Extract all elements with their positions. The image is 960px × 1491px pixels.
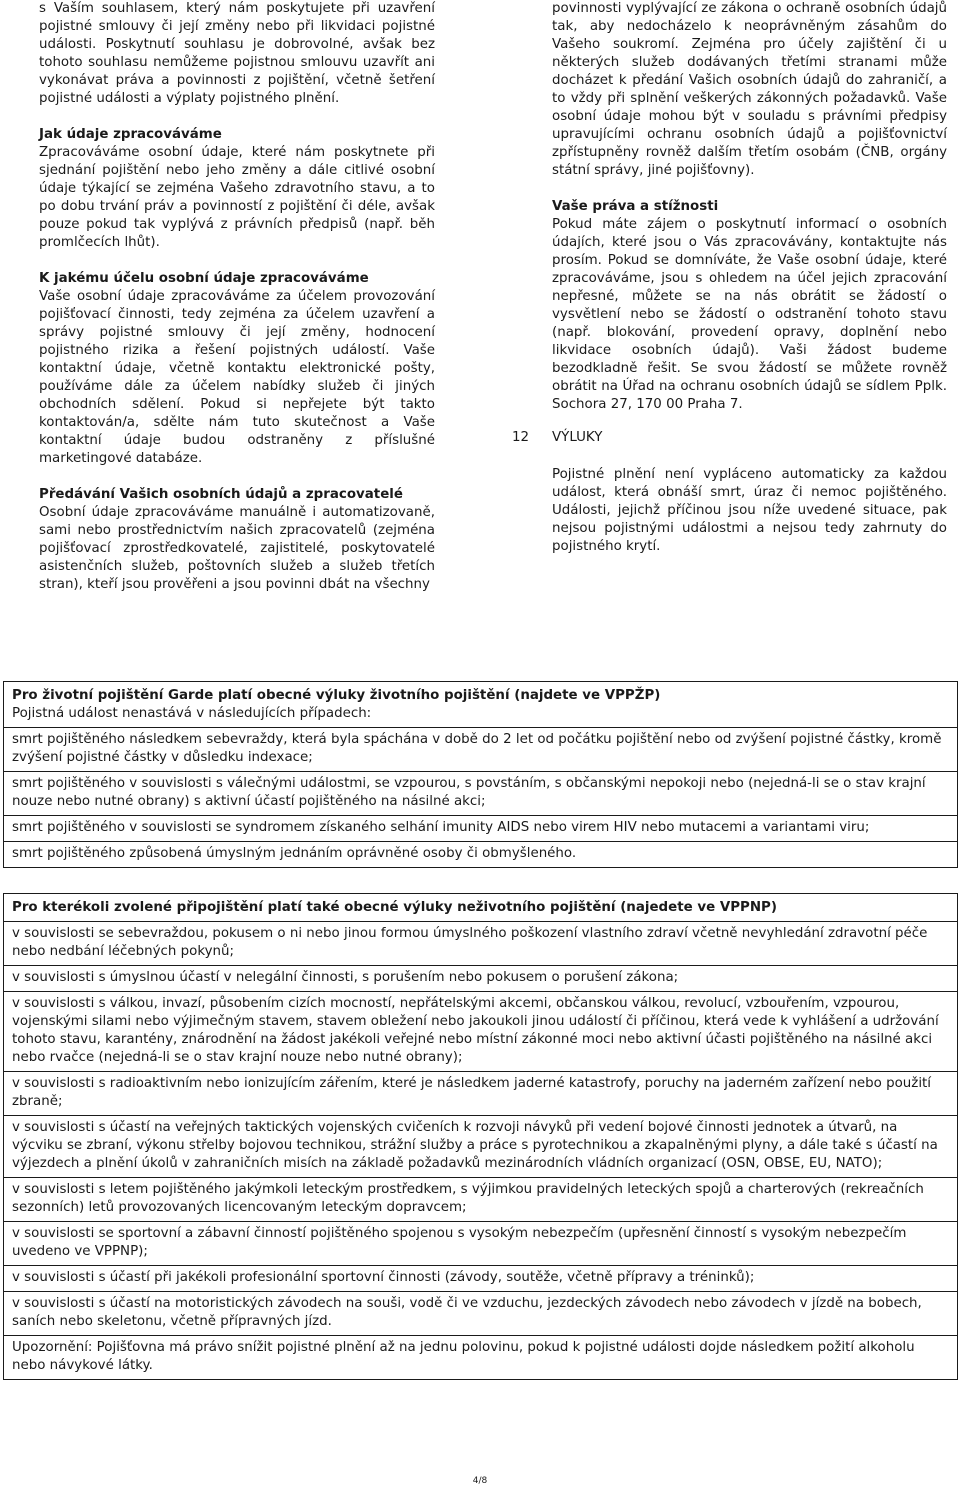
table-cell: v souvislosti s radioaktivním nebo ionizujícím zářením, které je následkem jaderné katastrofy, poruchy na jaderném zařízení nebo použití zbraně; (4, 1072, 958, 1116)
table-row (4, 1116, 958, 1178)
table-cell: v souvislosti s účastí při jakékoli profesionální sportovní činnosti (závody, soutěže, včetně přípravy a tréninků); (4, 1266, 958, 1292)
section-body: Zpracováváme osobní údaje, které nám poskytnete při sjednání pojištění nebo jeho změny a dále citlivé osobní údaje týkající se zejména Vašeho zdravotního stavu, a to po dobu trvání práv a povinností z pojištění či déle, avšak pouze pokud tak vyplývá z právních předpisů (např. běh promlčecích lhůt). (39, 145, 435, 250)
table-row (4, 922, 958, 966)
continuation-paragraph: povinnosti vyplývající ze zákona o ochraně osobních údajů tak, aby nedocházelo k neoprávněným zásahům do Vašeho soukromí. Zejména pro účely zajištění či u některých služeb dodávaných třetími stranami může docházet k předání Vašich osobních údajů do zahraničí, a to vždy při splnění veškerých zákonných požadavků. Vaše osobní údaje mohou být v souladu s právními předpisy upravujícími ochranu osobních údajů a pojišťovnictví zpřístupněny rovněž dalším třetím osobám (ČNB, orgány státní správy, jiné pojišťovny). (552, 1, 947, 178)
table-row (4, 772, 958, 816)
section-body: Vaše osobní údaje zpracováváme za účelem provozování pojišťovací činnosti, tedy zejména za účelem uzavření a správy pojistné smlouvy či její změny, hodnocení pojistného rizika a řešení pojistných událostí. Vaše kontaktní údaje, včetně kontaktu elektronické pošty, používáme dále za účelem nabídky služeb či jiných obchodních sdělení. Pokud si nepřejete být takto kontaktován/a, sdělte nám tuto skutečnost a Vaše kontaktní údaje budou odstraněny z příslušné marketingové databáze. (39, 289, 435, 466)
table-cell: v souvislosti se sportovní a zábavní činností pojištěného spojenou s vysokým nebezpečím (upřesnění činností s vysokým nebezpečím uvedeno ve VPPNP); (4, 1222, 958, 1266)
page-number: 4/8 (472, 1476, 488, 1486)
rights-heading: Vaše práva a stížnosti (552, 199, 719, 214)
table-row (4, 966, 958, 992)
table-cell: v souvislosti s úmyslnou účastí v nelegální činnosti, s porušením nebo pokusem o porušení zákona; (4, 966, 958, 992)
table-row (4, 816, 958, 842)
table-row (4, 1222, 958, 1266)
table-row (4, 992, 958, 1072)
section-number: 12 (512, 430, 530, 445)
table-cell: v souvislosti s účastí na veřejných taktických vojenských cvičeních k rozvoji návyků při vedení bojové činnosti jednotek a útvarů, na výcviku se zbraní, výkonu střelby bojovou technikou, strážní služby a práce s pyrotechnikou a zkapalněnými plyny, a dále také s účastí na výjezdech a plnění úkolů v zahraničních misích na základě požadavků mezinárodních vládních organizací (OSN, OBSE, EU, NATO); (4, 1116, 958, 1178)
table-row (4, 1178, 958, 1222)
table-cell: v souvislosti s válkou, invazí, působením cizích mocností, nepřátelskými akcemi, občanskou válkou, revolucí, vzbouřením, vzpourou, vojenskými silami nebo výjimečným stavem, stavem obležení nebo jakoukoli jinou událostí či příčinou, která vede k vyhlášení a udržování tohoto stavu, karantény, znárodnění na žádost jakékoli veřejné nebo místní zákonné moci nebo aktivní účasti pojištěného na násilné akci nebo rvačce (nejedná-li se o stav krajní nouze nebo nutné obrany); (4, 992, 958, 1072)
rights-body: Pokud máte zájem o poskytnutí informací o osobních údajích, které jsou o Vás zpracovávány, kontaktujte nás prosím. Pokud se domníváte, že Vaše osobní údaje, které zpracováváme, jsou s ohledem na účel jejich zpracování nepřesné, můžete se na nás obrátit se žádostí o vysvětlení nebo se žádostí o odstranění tohoto stavu (např. blokování, provedení opravy, doplnění nebo likvidace osobních údajů). Vaši žádost budeme bezodkladně řešit. Se svou žádostí se můžete rovněž obrátit na Úřad na ochranu osobních údajů se sídlem Pplk. Sochora 27, 170 00 Praha 7. (552, 217, 947, 412)
box-header-cell (4, 894, 958, 922)
section-body: Pojistné plnění není vypláceno automaticky za každou událost, která obnáší smrt, úraz či nemoc pojištěného. Události, jejichž příčinou jsou níže uvedené situace, pak nejsou pojistnými událostmi a nejsou tedy zahrnuty do pojistného krytí. (552, 467, 947, 554)
box-heading: Pro životní pojištění Garde platí obecné výluky životního pojištění (najdete ve VPPŽP) (12, 688, 661, 703)
box-header-row (4, 682, 958, 728)
table-cell: smrt pojištěného v souvislosti se syndromem získaného selhání imunity AIDS nebo virem HIV nebo mutacemi a variantami viru; (4, 816, 958, 842)
section-heading: Předávání Vašich osobních údajů a zpracovatelé (39, 487, 403, 502)
section-title: VÝLUKY (552, 430, 603, 445)
section-processing (39, 126, 435, 252)
table-cell: smrt pojištěného v souvislosti s válečnými událostmi, se vzpourou, s povstáním, s občanskými nepokoji nebo (nejedná-li se o stav krajní nouze nebo nutné obrany) s aktivní účastí pojištěného na násilné akci; (4, 772, 958, 816)
section-heading: Jak údaje zpracováváme (39, 127, 222, 142)
table-row (4, 1266, 958, 1292)
right-column (552, 0, 947, 414)
table-row (4, 1292, 958, 1336)
box-header-cell (4, 682, 958, 728)
box-subheading: Pojistná událost nenastává v následujících případech: (12, 706, 372, 721)
table-row (4, 842, 958, 868)
table-cell: smrt pojištěného způsobená úmyslným jednáním oprávněné osoby či obmyšleného. (4, 842, 958, 868)
table-cell: v souvislosti s letem pojištěného jakýmkoli leteckým prostředkem, s výjimkou pravidelných leteckých spojů a charterových (rekreačních sezonních) letů provozovaných licencovaným leteckým dopravcem; (4, 1178, 958, 1222)
table-row (4, 1072, 958, 1116)
box-header-row (4, 894, 958, 922)
note-cell: Upozornění: Pojišťovna má právo snížit pojistné plnění až na jednu polovinu, pokud k pojistné události dojde následkem požití alkoholu nebo návykové látky. (4, 1336, 958, 1380)
left-column (39, 0, 435, 594)
note-row (4, 1336, 958, 1380)
life-exclusions-box (3, 681, 958, 868)
table-cell: smrt pojištěného následkem sebevraždy, která byla spáchána v době do 2 let od počátku pojištění nebo od zvýšení pojistné částky, kromě zvýšení pojistné částky v důsledku indexace; (4, 728, 958, 772)
table-cell: v souvislosti s účastí na motoristických závodech na souši, vodě či ve vzduchu, jezdeckých závodech nebo závodech v jízdě na bobech, saních nebo skeletonu, včetně přípravných jízd. (4, 1292, 958, 1336)
section-purpose (39, 270, 435, 468)
nonlife-exclusions-box (3, 893, 958, 1380)
table-row (4, 728, 958, 772)
section-heading: K jakému účelu osobní údaje zpracováváme (39, 271, 369, 286)
section-body: Osobní údaje zpracováváme manuálně i automatizovaně, sami nebo prostřednictvím našich zpracovatelů (zejména pojišťovací zprostředkovatelé, zajistitelé, poskytovatelé asistenčních služeb, poštovních služeb a služeb třetích stran), kteří jsou prověřeni a jsou povinni dbát na všechny (39, 505, 435, 592)
intro-paragraph: s Vaším souhlasem, který nám poskytujete při uzavření pojistné smlouvy či její změny nebo při likvidaci pojistné události. Poskytnutí souhlasu je dobrovolné, avšak bez tohoto souhlasu nemůžeme pojistnou smlouvu uzavřít ani vykonávat práva a povinnosti z pojištění, včetně šetření pojistné události a výplaty pojistného plnění. (39, 1, 435, 106)
section-transfer (39, 486, 435, 594)
table-cell: v souvislosti se sebevraždou, pokusem o ni nebo jinou formou úmyslného poškození vlastního zdraví včetně nevyhledání zdravotní péče nebo nedbání léčebných pokynů; (4, 922, 958, 966)
box-heading: Pro kterékoli zvolené připojištění platí také obecné výluky neživotního pojištění (najedete ve VPPNP) (12, 900, 777, 915)
